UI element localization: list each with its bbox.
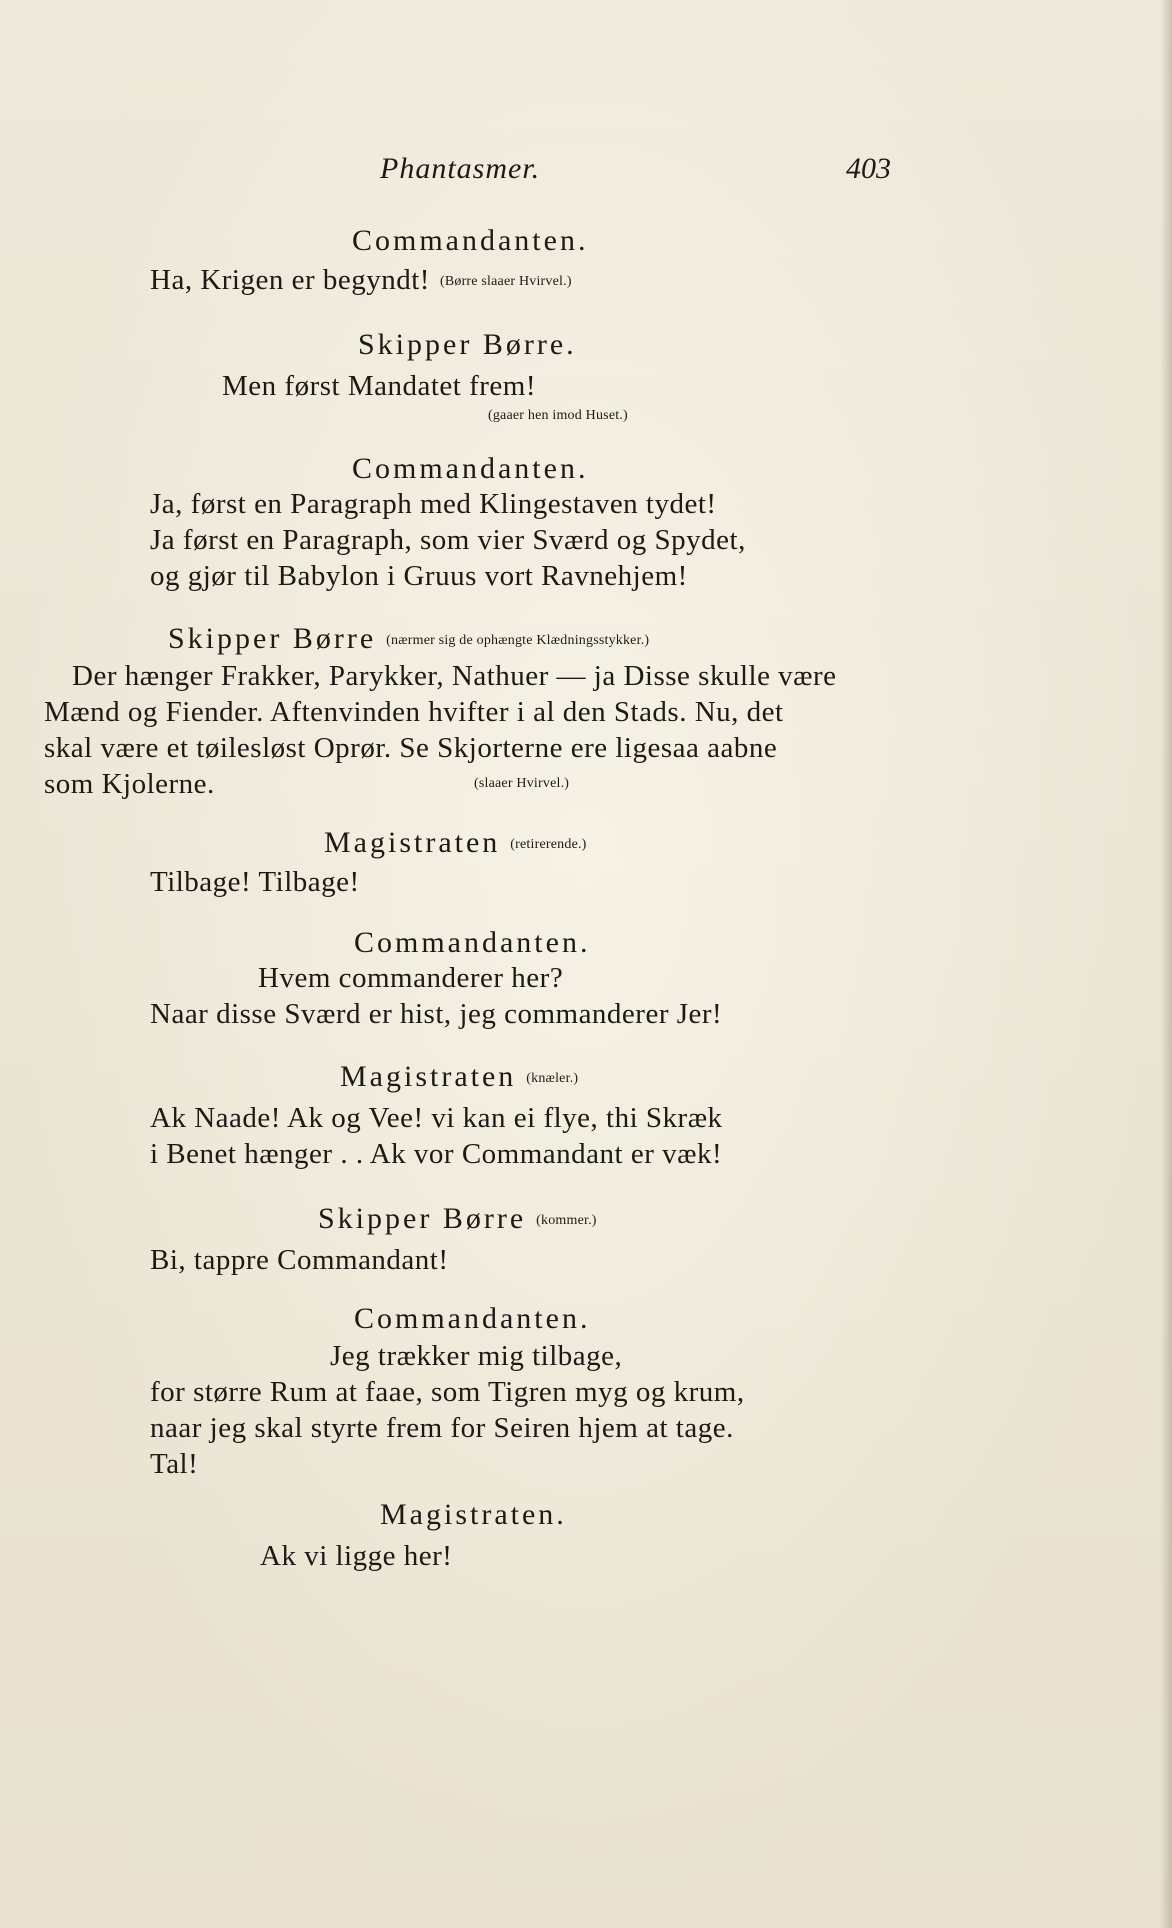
dialogue-line: Ak Naade! Ak og Vee! vi kan ei flye, thi Skræk — [150, 1102, 723, 1134]
dialogue-line: Tal! — [150, 1448, 199, 1480]
dialogue-line: naar jeg skal styrte frem for Seiren hjem at tage. — [150, 1412, 734, 1444]
speaker-name: Commandanten. — [354, 1302, 591, 1335]
speaker-name: Magistraten — [324, 826, 501, 859]
dialogue-line: Naar disse Sværd er hist, jeg commanderer Jer! — [150, 998, 723, 1030]
dialogue-line: Mænd og Fiender. Aftenvinden hvifter i al den Stads. Nu, det — [44, 696, 784, 728]
dialogue-line: i Benet hænger . . Ak vor Commandant er væk! — [150, 1138, 723, 1170]
speaker-name: Skipper Børre — [318, 1202, 527, 1235]
stage-direction: (Børre slaaer Hvirvel.) — [439, 274, 572, 290]
dialogue-line — [150, 264, 572, 297]
stage-direction: (nærmer sig de ophængte Klædningsstykker.) — [386, 633, 650, 649]
speaker-name: Skipper Børre. — [358, 328, 577, 361]
dialogue-line: Ak vi ligge her! — [260, 1540, 453, 1572]
speaker-name: Commandanten. — [354, 926, 591, 959]
dialogue-line: Tilbage! Tilbage! — [150, 866, 360, 898]
stage-direction: (gaaer hen imod Huset.) — [488, 408, 628, 423]
speaker-name: Skipper Børre — [168, 622, 377, 655]
stage-direction: (slaaer Hvirvel.) — [474, 776, 570, 791]
speaker-line — [318, 1202, 597, 1236]
dialogue-line: Ja, først en Paragraph med Klingestaven tydet! — [150, 488, 717, 520]
page-number: 403 — [846, 152, 891, 185]
speaker-name: Magistraten. — [380, 1498, 567, 1531]
dialogue-line: Ja først en Paragraph, som vier Sværd og Spydet, — [150, 524, 746, 556]
dialogue-line: for større Rum at faae, som Tigren myg og krum, — [150, 1376, 745, 1408]
running-title: Phantasmer. — [380, 152, 541, 185]
dialogue-line: Bi, tappre Commandant! — [150, 1244, 449, 1276]
speaker-name: Commandanten. — [352, 452, 589, 485]
speaker-name: Commandanten. — [352, 224, 589, 257]
dialogue-text: Ha, Krigen er begyndt! — [150, 264, 430, 296]
speaker-line — [340, 1060, 578, 1094]
dialogue-line: Hvem commanderer her? — [258, 962, 564, 994]
stage-direction: (kommer.) — [536, 1213, 597, 1229]
dialogue-line: Der hænger Frakker, Parykker, Nathuer — ja Disse skulle være — [72, 660, 837, 692]
dialogue-line: skal være et tøilesløst Oprør. Se Skjorterne ere ligesaa aabne — [44, 732, 778, 764]
speaker-line — [168, 622, 649, 656]
dialogue-line: som Kjolerne. — [44, 768, 215, 800]
dialogue-line: Jeg trækker mig tilbage, — [330, 1340, 623, 1372]
page-edge-shadow — [1160, 0, 1172, 1928]
speaker-line — [324, 826, 587, 860]
stage-direction: (knæler.) — [526, 1071, 579, 1087]
dialogue-line: og gjør til Babylon i Gruus vort Ravnehjem! — [150, 560, 688, 592]
stage-direction: (retirerende.) — [510, 837, 587, 853]
speaker-name: Magistraten — [340, 1060, 517, 1093]
dialogue-line: Men først Mandatet frem! — [222, 370, 536, 402]
